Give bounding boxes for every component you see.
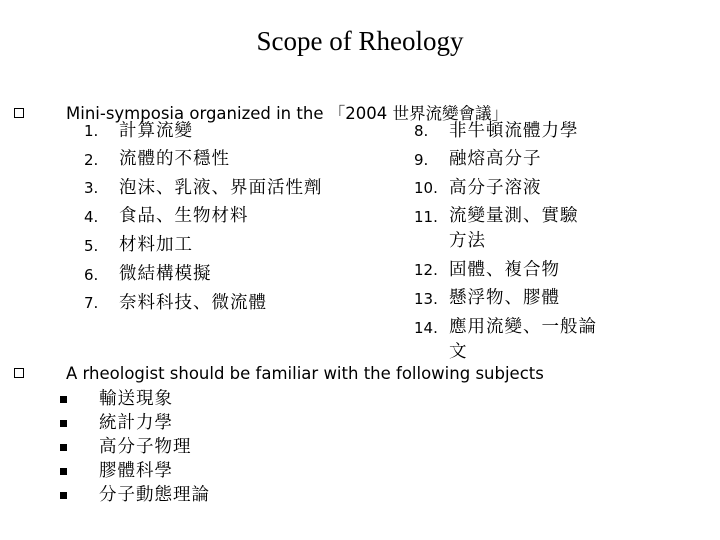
- symposia-heading: Mini-symposia organized in the 「2004 世界流變會議」: [66, 104, 508, 123]
- list-item-number: 13.: [414, 290, 438, 308]
- list-item: 固體、複合物: [449, 260, 560, 280]
- list-item: 流體的不穩性: [119, 149, 230, 169]
- subjects-heading: A rheologist should be familiar with the following subjects: [66, 364, 544, 383]
- list-item-number: 10.: [414, 179, 438, 197]
- subject-item: 統計力學: [99, 413, 173, 433]
- list-item-number: 12.: [414, 261, 438, 279]
- subject-item: 膠體科學: [99, 461, 173, 481]
- section-bullet-box: [14, 108, 24, 118]
- list-item: 計算流變: [119, 121, 193, 141]
- list-item-number: 7.: [84, 294, 99, 312]
- subject-bullet: [60, 468, 67, 475]
- subject-item: 高分子物理: [99, 437, 192, 457]
- list-item: 懸浮物、膠體: [449, 288, 560, 308]
- list-item-number: 6.: [84, 266, 99, 284]
- list-item-number: 11.: [414, 208, 438, 226]
- page-title: Scope of Rheology: [256, 26, 464, 56]
- list-item: 奈料科技、微流體: [119, 293, 267, 313]
- list-item-number: 2.: [84, 151, 99, 169]
- subject-bullet: [60, 492, 67, 499]
- list-item-continuation: 方法: [449, 231, 486, 251]
- subject-bullet: [60, 420, 67, 427]
- list-item-number: 8.: [414, 122, 429, 140]
- list-item: 食品、生物材料: [119, 206, 249, 226]
- list-item-number: 4.: [84, 208, 99, 226]
- list-item-number: 1.: [84, 122, 99, 140]
- list-item: 融熔高分子: [449, 149, 542, 169]
- subject-bullet: [60, 444, 67, 451]
- list-item-continuation: 文: [449, 342, 468, 362]
- list-item: 流變量測、實驗: [449, 206, 579, 226]
- list-item: 高分子溶液: [449, 178, 542, 198]
- subject-bullet: [60, 396, 67, 403]
- list-item: 非牛頓流體力學: [449, 121, 579, 141]
- list-item: 泡沫、乳液、界面活性劑: [119, 178, 323, 198]
- list-item-number: 3.: [84, 179, 99, 197]
- list-item: 應用流變、一般論: [449, 317, 597, 337]
- list-item: 微結構模擬: [119, 264, 212, 284]
- list-item-number: 9.: [414, 151, 429, 169]
- section-bullet-box: [14, 368, 24, 378]
- subject-item: 輸送現象: [99, 389, 173, 409]
- list-item-number: 5.: [84, 237, 99, 255]
- subject-item: 分子動態理論: [99, 485, 210, 505]
- list-item: 材料加工: [119, 235, 193, 255]
- list-item-number: 14.: [414, 319, 438, 337]
